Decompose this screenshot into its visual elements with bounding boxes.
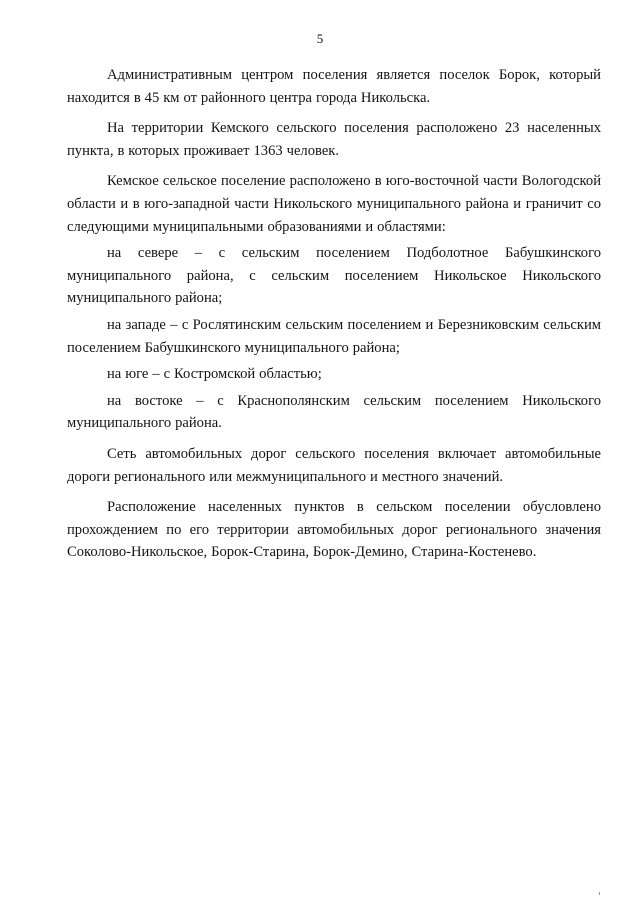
document-body — [67, 64, 601, 564]
scan-edge-mark — [599, 892, 600, 895]
paragraph-north-border: на севере – с сельским поселением Подболотное Бабушкинского муниципального района, с сельским поселением Никольское Никольского муниципального района; — [67, 245, 601, 307]
paragraph-road-network: Сеть автомобильных дорог сельского поселения включает автомобильные дороги регионального или межмуниципального и местного значений. — [67, 445, 601, 485]
paragraph-east-border: на востоке – с Краснополянским сельским поселением Никольского муниципального района. — [67, 392, 601, 432]
paragraph-south-border: на юге – с Костромской областью; — [107, 366, 322, 383]
paragraph-administrative-center: Административным центром поселения является поселок Борок, который находится в 45 км от районного центра города Никольска. — [67, 67, 601, 106]
paragraph-location: Кемское сельское поселение расположено в юго-восточной части Вологодской области и в юго-западной части Никольского муниципального района и граничит со следующими муниципальными образованиями и областями: — [67, 173, 601, 235]
paragraph-west-border: на западе – с Рослятинским сельским поселением и Березниковским сельским поселением Бабушкинского муниципального района; — [67, 316, 601, 356]
paragraph-settlements-count: На территории Кемского сельского поселения расположено 23 населенных пункта, в которых проживает 1363 человек. — [67, 120, 601, 159]
paragraph-settlement-layout: Расположение населенных пунктов в сельском поселении обусловлено прохождением по его территории автомобильных дорог регионального значения Соколово-Никольское, Борок-Старина, Борок-Демино, Старина-Костенево. — [67, 499, 601, 561]
page-number: 5 — [316, 31, 324, 46]
